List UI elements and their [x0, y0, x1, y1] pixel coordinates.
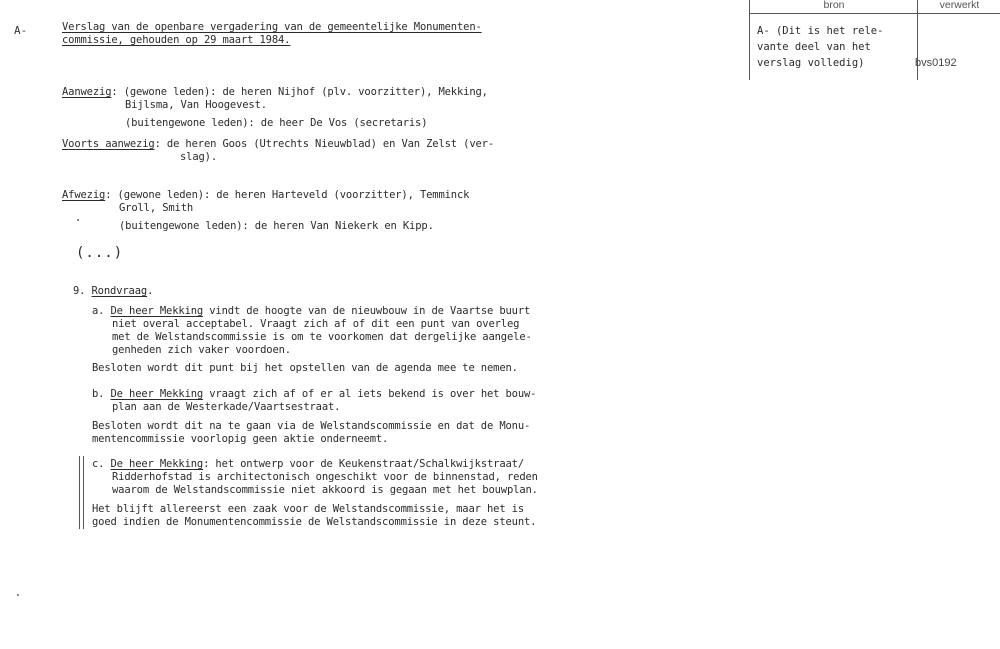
- voorts-line-2: slag).: [180, 151, 218, 163]
- aanwezig-text: : (gewone leden): de heren Nijhof (plv. voorzitter), Mekking,: [111, 86, 488, 98]
- item-b-letter: b.: [92, 388, 105, 400]
- margin-mark: A-: [14, 24, 28, 37]
- afwezig-label: Afwezig: [62, 189, 106, 201]
- source-note-line-2: vante deel van het: [757, 41, 871, 53]
- item-c-text: : het ontwerp voor de Keukenstraat/Schalkwijkstraat/: [203, 458, 525, 470]
- item-b-decision-line-1: Besloten wordt dit na te gaan via de Welstandscommissie en dat de Monu-: [92, 420, 531, 432]
- item-a-speaker: De heer Mekking: [110, 305, 204, 317]
- source-table-header-verwerkt: verwerkt: [939, 0, 980, 11]
- item-b-line-1: [92, 388, 536, 401]
- item-b-line-2: plan aan de Westerkade/Vaartsestraat.: [112, 401, 341, 413]
- document-title-line-2: commissie, gehouden op 29 maart 1984.: [62, 34, 291, 46]
- source-code: bvs0192: [915, 57, 957, 69]
- item-b-decision-line-2: mentencommissie voorlopig geen aktie onderneemt.: [92, 433, 389, 445]
- source-table: [749, 0, 1000, 80]
- item-c-decision-line-2: goed indien de Monumentencommissie de Welstandscommissie in deze steunt.: [92, 516, 537, 528]
- item-a-line-2: niet overal acceptabel. Vraagt zich af of dit een punt van overleg: [112, 318, 520, 330]
- rondvraag-heading: [73, 285, 153, 298]
- item-a-line-3: met de Welstandscommissie is om te voorkomen dat dergelijke aangele-: [112, 331, 532, 343]
- item-a-line-1: [92, 305, 530, 318]
- source-note-line-3: verslag volledig): [757, 57, 865, 69]
- afwezig-line-1: [62, 189, 469, 202]
- item-a-letter: a.: [92, 305, 105, 317]
- item-a-text: vindt de hoogte van de nieuwbouw in de Vaartse buurt: [203, 305, 531, 317]
- document-title-line-1: Verslag van de openbare vergadering van de gemeentelijke Monumenten-: [62, 21, 482, 33]
- item-a-line-4: genheden zich vaker voordoen.: [112, 344, 291, 356]
- margin-highlight-bar: [79, 456, 84, 529]
- source-table-left-border: [749, 0, 750, 80]
- aanwezig-line-1: [62, 86, 488, 99]
- rondvraag-suffix: .: [147, 285, 154, 297]
- item-b-text: vraagt zich af of er al iets bekend is over het bouw-: [203, 388, 537, 400]
- item-c-line-3: waarom de Welstandscommissie niet akkoord is gegaan met het bouwplan.: [112, 484, 538, 496]
- scan-speck: [17, 594, 19, 596]
- afwezig-text: : (gewone leden): de heren Harteveld (voorzitter), Temminck: [105, 189, 470, 201]
- voorts-text: : de heren Goos (Utrechts Nieuwblad) en Van Zelst (ver-: [154, 138, 495, 150]
- item-c-line-1: [92, 458, 524, 471]
- item-c-speaker: De heer Mekking: [110, 458, 204, 470]
- source-table-header-bron: bron: [823, 0, 845, 11]
- item-c-decision-line-1: Het blijft allereerst een zaak voor de Welstandscommissie, maar het is: [92, 503, 525, 515]
- aanwezig-label: Aanwezig: [62, 86, 112, 98]
- voorts-line-1: [62, 138, 494, 151]
- afwezig-line-2: Groll, Smith: [119, 202, 194, 214]
- source-table-divider: [749, 13, 1000, 14]
- aanwezig-line-3: (buitengewone leden): de heer De Vos (secretaris): [125, 117, 428, 129]
- item-c-letter: c.: [92, 458, 105, 470]
- afwezig-line-3: (buitengewone leden): de heren Van Niekerk en Kipp.: [119, 220, 434, 232]
- item-b-speaker: De heer Mekking: [110, 388, 204, 400]
- item-c-line-2: Ridderhofstad is architectonisch ongeschikt voor de binnenstad, reden: [112, 471, 538, 483]
- rondvraag-label: Rondvraag: [91, 285, 148, 297]
- source-note-line-1: A- (Dit is het rele-: [757, 25, 884, 37]
- scan-speck: [77, 219, 79, 221]
- omission-ellipsis: (...): [76, 245, 124, 261]
- item-a-decision: Besloten wordt dit punt bij het opstellen van de agenda mee te nemen.: [92, 362, 518, 374]
- rondvraag-number: 9.: [73, 285, 86, 297]
- aanwezig-line-2: Bijlsma, Van Hoogevest.: [125, 99, 267, 111]
- voorts-label: Voorts aanwezig: [62, 138, 155, 150]
